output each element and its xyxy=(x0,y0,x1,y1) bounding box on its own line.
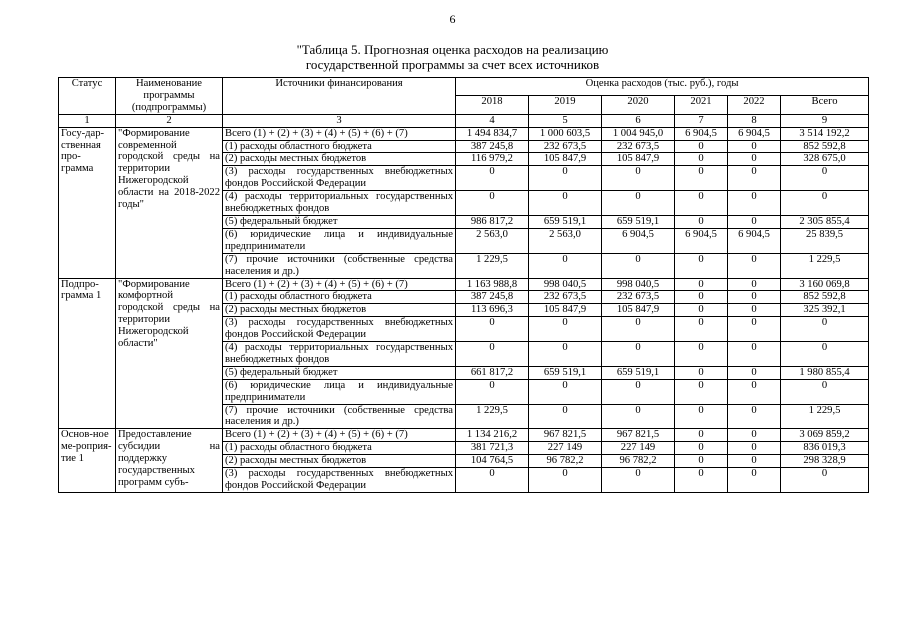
value-cell: 0 xyxy=(728,304,781,317)
value-cell: 6 904,5 xyxy=(675,228,728,253)
value-cell: 0 xyxy=(675,191,728,216)
value-cell: 0 xyxy=(675,404,728,429)
value-cell: 0 xyxy=(456,468,529,493)
value-cell: 0 xyxy=(456,166,529,191)
program-name-cell: "Формирование комфортной городской среды на территории Нижегородской области" xyxy=(116,278,223,429)
value-cell: 6 904,5 xyxy=(602,228,675,253)
value-cell: 0 xyxy=(728,366,781,379)
value-cell: 0 xyxy=(728,468,781,493)
value-cell: 0 xyxy=(529,253,602,278)
header-row xyxy=(59,78,869,96)
value-cell: 0 xyxy=(728,342,781,367)
column-number: 2 xyxy=(116,114,223,127)
value-cell: 0 xyxy=(529,379,602,404)
value-cell: 0 xyxy=(529,468,602,493)
value-cell: 0 xyxy=(728,278,781,291)
value-cell: 0 xyxy=(675,442,728,455)
value-cell: 0 xyxy=(675,455,728,468)
value-cell: 1 163 988,8 xyxy=(456,278,529,291)
value-cell: 104 764,5 xyxy=(456,455,529,468)
value-cell: 0 xyxy=(675,317,728,342)
value-cell: 0 xyxy=(728,215,781,228)
value-cell: 0 xyxy=(728,455,781,468)
funding-source-cell: (3) расходы государственных внебюджетных фондов Российской Федерации xyxy=(223,468,456,493)
budget-table xyxy=(58,77,869,493)
value-cell: 0 xyxy=(728,191,781,216)
value-cell: 0 xyxy=(728,153,781,166)
column-numbers-row xyxy=(59,114,869,127)
value-cell: 0 xyxy=(602,342,675,367)
value-cell: 659 519,1 xyxy=(529,215,602,228)
funding-source-cell: Всего (1) + (2) + (3) + (4) + (5) + (6) + (7) xyxy=(223,429,456,442)
value-cell: 0 xyxy=(675,379,728,404)
sources-header: Источники финансирования xyxy=(223,78,456,115)
value-cell: 836 019,3 xyxy=(781,442,869,455)
funding-source-cell: (2) расходы местных бюджетов xyxy=(223,455,456,468)
value-cell: 325 392,1 xyxy=(781,304,869,317)
funding-source-cell: (1) расходы областного бюджета xyxy=(223,291,456,304)
year-header: 2018 xyxy=(456,96,529,114)
value-cell: 661 817,2 xyxy=(456,366,529,379)
value-cell: 0 xyxy=(675,304,728,317)
value-cell: 1 229,5 xyxy=(781,253,869,278)
value-cell: 0 xyxy=(675,166,728,191)
status-cell: Основ-ное ме-роприя-тие 1 xyxy=(59,429,116,493)
value-cell: 0 xyxy=(675,215,728,228)
value-cell: 232 673,5 xyxy=(602,140,675,153)
value-cell: 0 xyxy=(781,379,869,404)
value-cell: 852 592,8 xyxy=(781,140,869,153)
value-cell: 105 847,9 xyxy=(529,153,602,166)
value-cell: 0 xyxy=(728,442,781,455)
value-cell: 0 xyxy=(602,191,675,216)
funding-source-cell: (1) расходы областного бюджета xyxy=(223,442,456,455)
value-cell: 659 519,1 xyxy=(602,215,675,228)
value-cell: 0 xyxy=(529,166,602,191)
value-cell: 298 328,9 xyxy=(781,455,869,468)
value-cell: 0 xyxy=(728,404,781,429)
status-header: Статус xyxy=(59,78,116,115)
funding-source-cell: Всего (1) + (2) + (3) + (4) + (5) + (6) + (7) xyxy=(223,278,456,291)
value-cell: 2 563,0 xyxy=(456,228,529,253)
value-cell: 227 149 xyxy=(529,442,602,455)
value-cell: 998 040,5 xyxy=(529,278,602,291)
program-name-cell: Предоставление субсидии на поддержку государственных программ субъ- xyxy=(116,429,223,493)
funding-source-cell: Всего (1) + (2) + (3) + (4) + (5) + (6) + (7) xyxy=(223,127,456,140)
value-cell: 328 675,0 xyxy=(781,153,869,166)
value-cell: 1 134 216,2 xyxy=(456,429,529,442)
value-cell: 0 xyxy=(728,379,781,404)
value-cell: 0 xyxy=(728,253,781,278)
year-header: 2022 xyxy=(728,96,781,114)
funding-source-cell: (7) прочие источники (собственные средства населения и др.) xyxy=(223,253,456,278)
status-cell: Госу-дар-ственная про-грамма xyxy=(59,127,116,278)
year-header: 2020 xyxy=(602,96,675,114)
column-number: 4 xyxy=(456,114,529,127)
value-cell: 105 847,9 xyxy=(529,304,602,317)
value-cell: 0 xyxy=(675,153,728,166)
value-cell: 0 xyxy=(602,166,675,191)
value-cell: 998 040,5 xyxy=(602,278,675,291)
value-cell: 0 xyxy=(728,291,781,304)
value-cell: 0 xyxy=(728,317,781,342)
value-cell: 6 904,5 xyxy=(675,127,728,140)
value-cell: 0 xyxy=(675,342,728,367)
funding-source-cell: (1) расходы областного бюджета xyxy=(223,140,456,153)
value-cell: 232 673,5 xyxy=(529,140,602,153)
value-cell: 0 xyxy=(675,278,728,291)
value-cell: 0 xyxy=(456,191,529,216)
value-cell: 0 xyxy=(781,342,869,367)
funding-source-cell: (5) федеральный бюджет xyxy=(223,215,456,228)
funding-source-cell: (3) расходы государственных внебюджетных фондов Российской Федерации xyxy=(223,166,456,191)
value-cell: 6 904,5 xyxy=(728,228,781,253)
value-cell: 1 229,5 xyxy=(456,253,529,278)
value-cell: 1 494 834,7 xyxy=(456,127,529,140)
value-cell: 0 xyxy=(781,317,869,342)
value-cell: 967 821,5 xyxy=(529,429,602,442)
name-header: Наименование программы (подпрограммы) xyxy=(116,78,223,115)
value-cell: 0 xyxy=(675,253,728,278)
value-cell: 0 xyxy=(675,366,728,379)
table-title xyxy=(0,42,905,72)
column-number: 3 xyxy=(223,114,456,127)
column-number: 6 xyxy=(602,114,675,127)
funding-source-cell: (5) федеральный бюджет xyxy=(223,366,456,379)
value-cell: 0 xyxy=(675,468,728,493)
column-number: 8 xyxy=(728,114,781,127)
table-title-line-2: государственной программы за счет всех источников xyxy=(305,57,600,72)
value-cell: 0 xyxy=(456,379,529,404)
value-cell: 659 519,1 xyxy=(602,366,675,379)
value-cell: 1 980 855,4 xyxy=(781,366,869,379)
value-cell: 232 673,5 xyxy=(602,291,675,304)
column-number: 9 xyxy=(781,114,869,127)
value-cell: 0 xyxy=(602,379,675,404)
value-cell: 0 xyxy=(602,317,675,342)
table-row xyxy=(59,127,869,140)
funding-source-cell: (4) расходы территориальных государственных внебюджетных фондов xyxy=(223,342,456,367)
funding-source-cell: (7) прочие источники (собственные средства населения и др.) xyxy=(223,404,456,429)
funding-source-cell: (4) расходы территориальных государственных внебюджетных фондов xyxy=(223,191,456,216)
value-cell: 0 xyxy=(602,468,675,493)
value-cell: 1 000 603,5 xyxy=(529,127,602,140)
value-cell: 0 xyxy=(602,253,675,278)
year-header: 2019 xyxy=(529,96,602,114)
value-cell: 6 904,5 xyxy=(728,127,781,140)
value-cell: 1 004 945,0 xyxy=(602,127,675,140)
value-cell: 852 592,8 xyxy=(781,291,869,304)
value-cell: 2 563,0 xyxy=(529,228,602,253)
funding-source-cell: (2) расходы местных бюджетов xyxy=(223,153,456,166)
value-cell: 0 xyxy=(529,191,602,216)
year-header: 2021 xyxy=(675,96,728,114)
value-cell: 105 847,9 xyxy=(602,304,675,317)
table-row xyxy=(59,278,869,291)
table-title-line-1: "Таблица 5. Прогнозная оценка расходов на реализацию xyxy=(296,42,609,57)
value-cell: 0 xyxy=(728,140,781,153)
value-cell: 0 xyxy=(781,468,869,493)
value-cell: 967 821,5 xyxy=(602,429,675,442)
value-cell: 3 069 859,2 xyxy=(781,429,869,442)
value-cell: 25 839,5 xyxy=(781,228,869,253)
estimate-header: Оценка расходов (тыс. руб.), годы xyxy=(456,78,869,96)
value-cell: 1 229,5 xyxy=(781,404,869,429)
value-cell: 227 149 xyxy=(602,442,675,455)
value-cell: 116 979,2 xyxy=(456,153,529,166)
value-cell: 0 xyxy=(728,429,781,442)
value-cell: 3 514 192,2 xyxy=(781,127,869,140)
total-header: Всего xyxy=(781,96,869,114)
program-name-cell: "Формирование современной городской среды на территории Нижегородской области на 2018-2022 годы" xyxy=(116,127,223,278)
value-cell: 0 xyxy=(529,317,602,342)
value-cell: 0 xyxy=(602,404,675,429)
status-cell: Подпро-грамма 1 xyxy=(59,278,116,429)
value-cell: 0 xyxy=(675,291,728,304)
column-number: 1 xyxy=(59,114,116,127)
value-cell: 3 160 069,8 xyxy=(781,278,869,291)
value-cell: 0 xyxy=(456,342,529,367)
column-number: 5 xyxy=(529,114,602,127)
funding-source-cell: (3) расходы государственных внебюджетных фондов Российской Федерации xyxy=(223,317,456,342)
funding-source-cell: (2) расходы местных бюджетов xyxy=(223,304,456,317)
page-number: 6 xyxy=(449,12,456,26)
funding-source-cell: (6) юридические лица и индивидуальные предприниматели xyxy=(223,228,456,253)
value-cell: 0 xyxy=(675,429,728,442)
funding-source-cell: (6) юридические лица и индивидуальные предприниматели xyxy=(223,379,456,404)
value-cell: 0 xyxy=(781,191,869,216)
value-cell: 105 847,9 xyxy=(602,153,675,166)
value-cell: 96 782,2 xyxy=(602,455,675,468)
value-cell: 381 721,3 xyxy=(456,442,529,455)
value-cell: 387 245,8 xyxy=(456,140,529,153)
value-cell: 986 817,2 xyxy=(456,215,529,228)
value-cell: 96 782,2 xyxy=(529,455,602,468)
column-number: 7 xyxy=(675,114,728,127)
value-cell: 0 xyxy=(781,166,869,191)
value-cell: 113 696,3 xyxy=(456,304,529,317)
value-cell: 0 xyxy=(675,140,728,153)
value-cell: 659 519,1 xyxy=(529,366,602,379)
table-row xyxy=(59,429,869,442)
value-cell: 2 305 855,4 xyxy=(781,215,869,228)
value-cell: 0 xyxy=(728,166,781,191)
value-cell: 1 229,5 xyxy=(456,404,529,429)
value-cell: 0 xyxy=(529,342,602,367)
value-cell: 0 xyxy=(529,404,602,429)
value-cell: 232 673,5 xyxy=(529,291,602,304)
value-cell: 387 245,8 xyxy=(456,291,529,304)
value-cell: 0 xyxy=(456,317,529,342)
